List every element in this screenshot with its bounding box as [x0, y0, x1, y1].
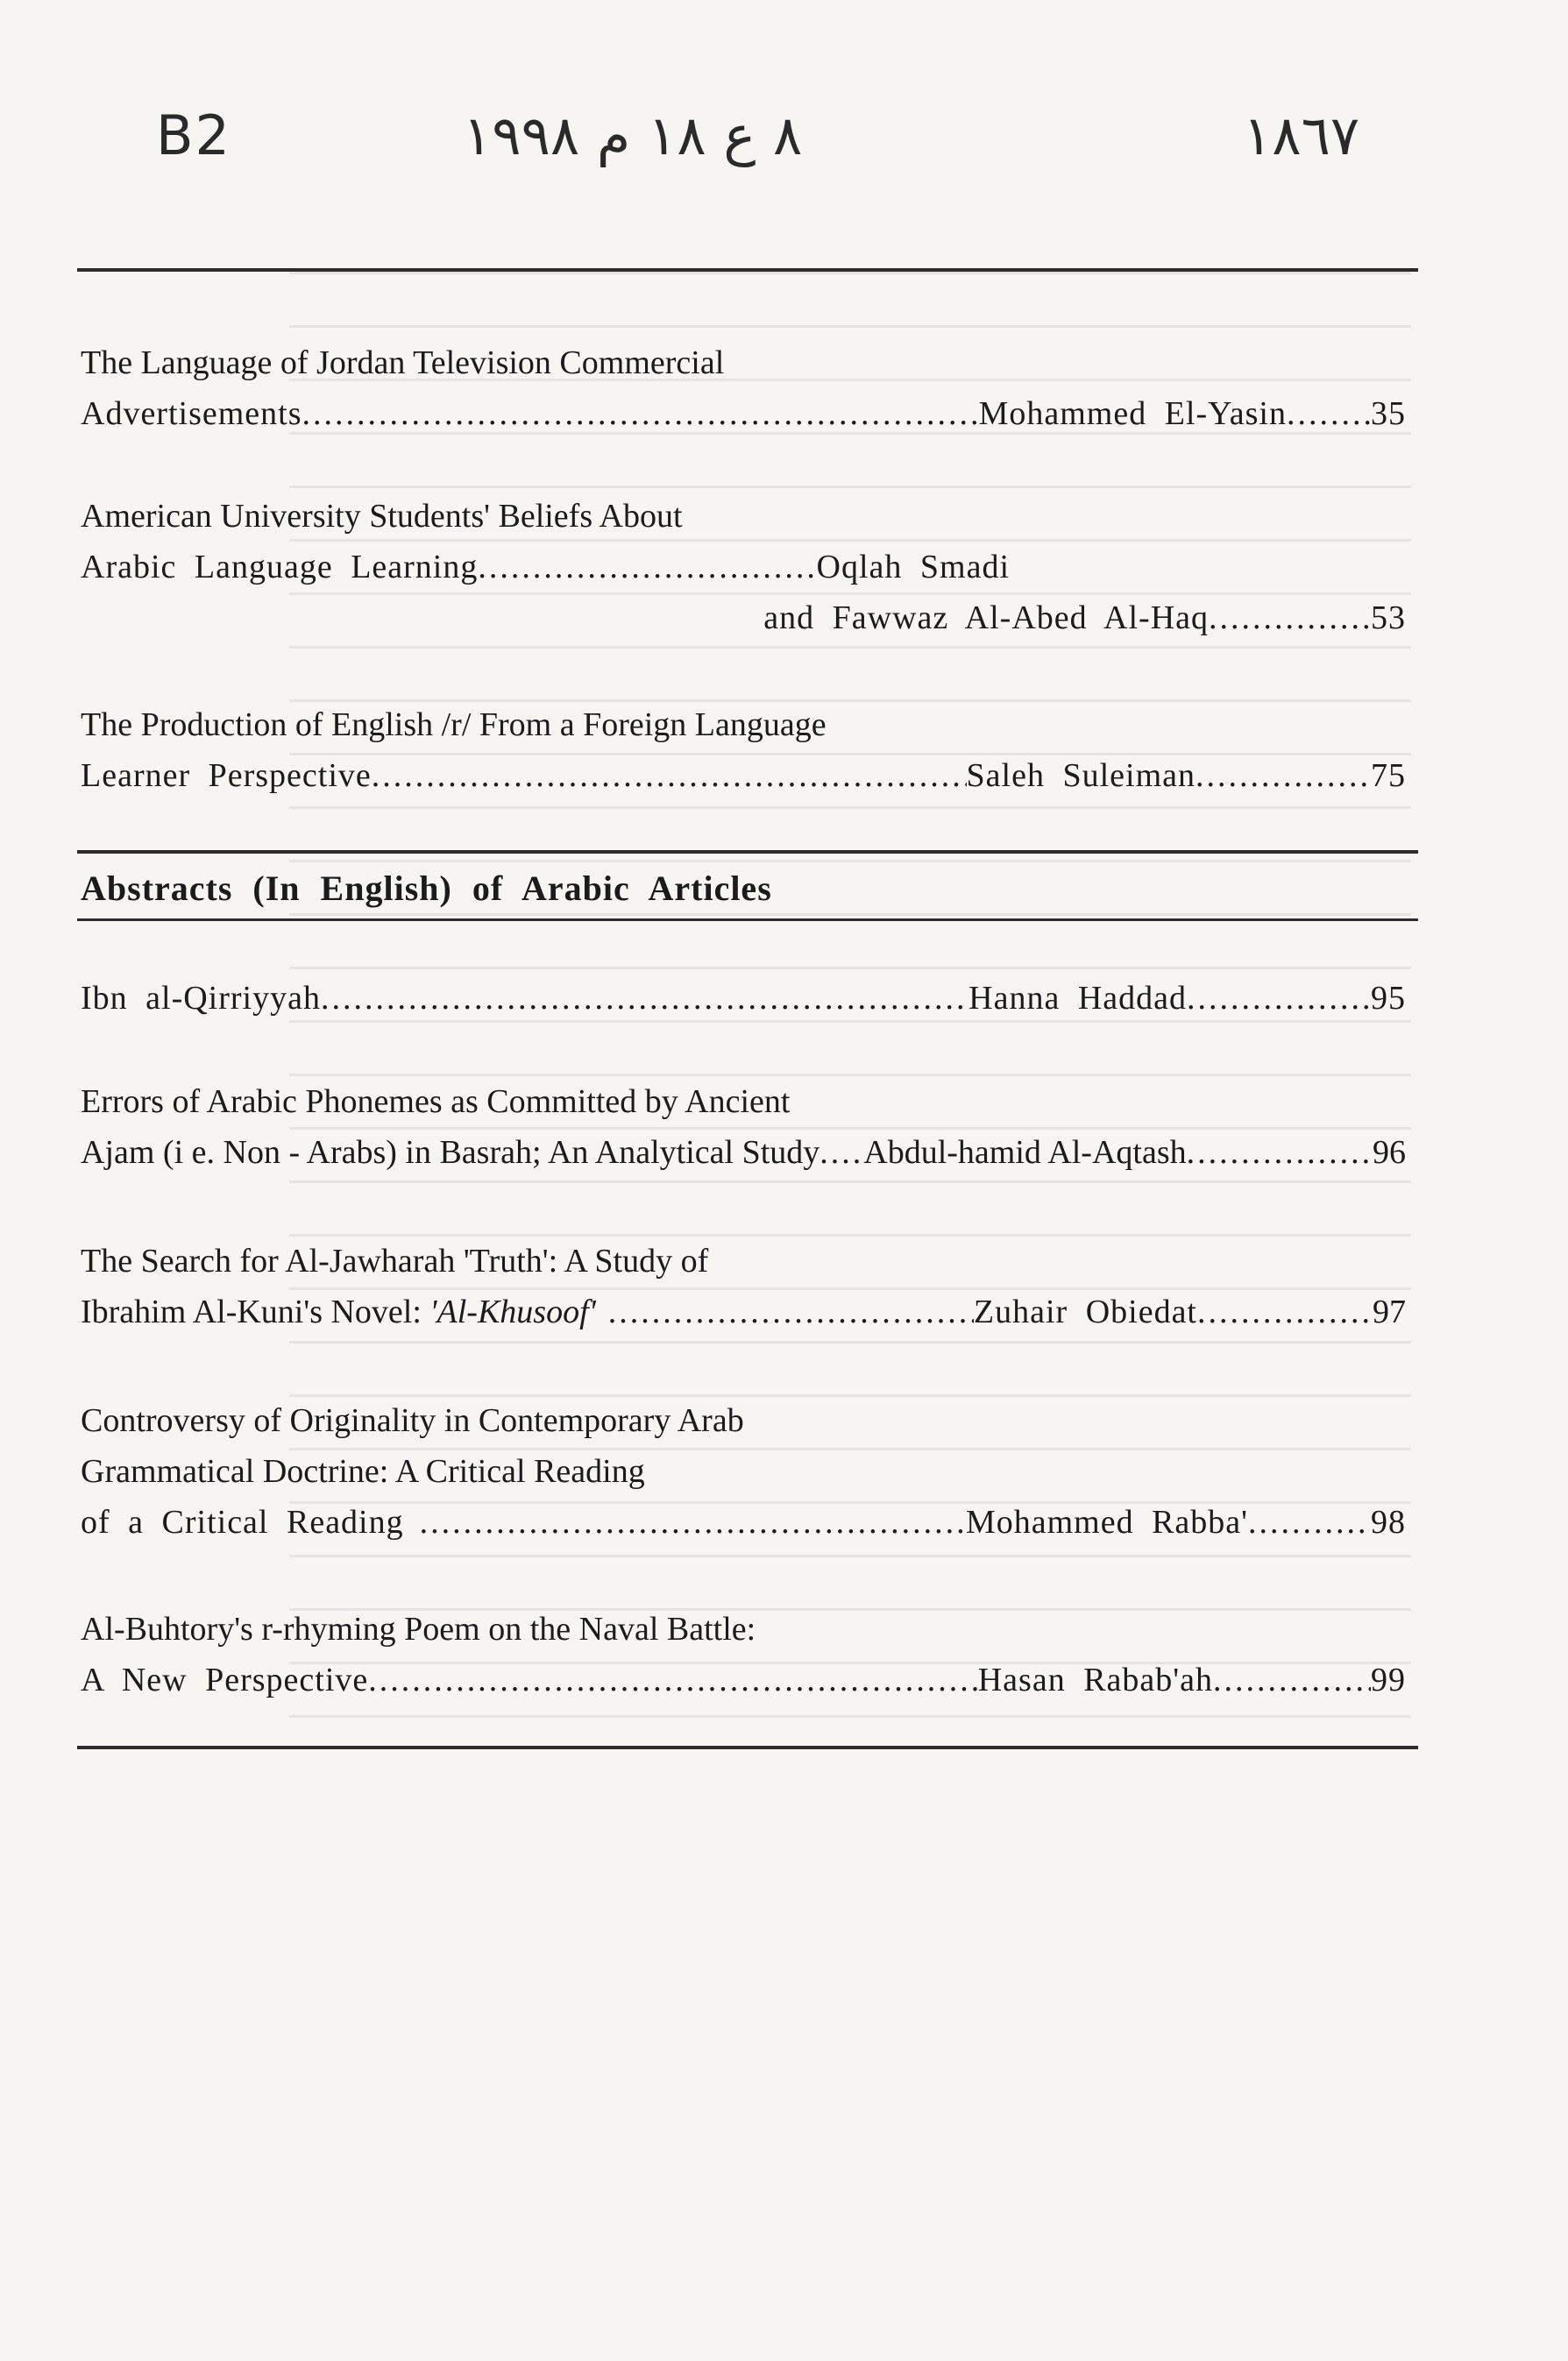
entry-author: Oqlah Smadi [816, 549, 1010, 585]
entry-author: Hanna Haddad [968, 980, 1187, 1017]
dot-leader [608, 1287, 974, 1337]
dot-leader [1248, 1497, 1371, 1548]
section-rule-bottom [77, 918, 1418, 921]
dot-leader [1209, 592, 1371, 643]
dot-leader [1187, 973, 1371, 1024]
dot-leader [1213, 1655, 1371, 1705]
toc-entry [81, 337, 1406, 439]
entry-title-end: Advertisements [81, 395, 302, 432]
dot-leader [478, 542, 816, 592]
dot-leader [1187, 1127, 1373, 1178]
dot-leader [368, 1655, 977, 1705]
toc-entry [81, 973, 1406, 1024]
dot-leader [1197, 1287, 1373, 1337]
entry-title-line: American University Students' Beliefs About [81, 498, 683, 535]
toc-entry [81, 699, 1406, 801]
handwritten-reference: B2 [156, 103, 231, 167]
entry-title-line: Al-Buhtory's r-rhyming Poem on the Naval Battle: [81, 1611, 756, 1648]
entry-author-continued: and Fawwaz Al-Abed Al-Haq [763, 599, 1209, 636]
entry-title-end: Arabic Language Learning [81, 549, 479, 585]
entry-author: Hasan Rabab'ah [977, 1662, 1213, 1698]
entry-author: Mohammed Rabba' [965, 1504, 1248, 1541]
entry-page: 99 [1371, 1662, 1406, 1698]
section-rule-top [77, 850, 1418, 854]
dot-leader [1287, 388, 1371, 439]
bottom-rule [77, 1746, 1418, 1749]
entry-last-line [81, 388, 1406, 439]
toc-entry [81, 1395, 1406, 1548]
section-heading: Abstracts (In English) of Arabic Articles [81, 869, 772, 908]
entry-last-line [81, 1127, 1406, 1178]
entry-page: 96 [1373, 1134, 1406, 1171]
entry-title-line: Errors of Arabic Phonemes as Committed by Ancient [81, 1083, 791, 1120]
dot-leader [372, 750, 967, 801]
entry-title-end: Ajam (i e. Non - Arabs) in Basrah; An Analytical Study [81, 1134, 820, 1171]
entry-page: 98 [1371, 1504, 1406, 1541]
entry-title-line: Controversy of Originality in Contemporary Arab [81, 1402, 744, 1439]
entry-last-line [81, 542, 1010, 592]
entry-title-line: The Language of Jordan Television Commercial [81, 344, 725, 381]
handwritten-date-note: ٨ ع ١٨ م ١٩٩٨ [463, 103, 803, 167]
entry-title-end: Ibn al-Qirriyyah [81, 980, 321, 1017]
entry-title-end [81, 1287, 596, 1337]
entry-author-continued-line [81, 592, 1406, 643]
dot-leader [1196, 750, 1371, 801]
dot-leader [302, 388, 979, 439]
dot-leader [321, 973, 968, 1024]
entry-page: 95 [1371, 980, 1406, 1017]
entry-title-line: Grammatical Doctrine: A Critical Reading [81, 1453, 645, 1490]
toc-entry [81, 1604, 1406, 1705]
handwritten-number: ١٨٦٧ [1243, 103, 1360, 167]
entry-author: Saleh Suleiman [966, 757, 1196, 794]
entry-title-line: The Production of English /r/ From a Foreign Language [81, 706, 827, 743]
toc-entry [81, 1076, 1406, 1178]
entry-author: Mohammed El-Yasin [978, 395, 1287, 432]
top-rule [77, 268, 1418, 272]
toc-entry [81, 491, 1406, 643]
entry-page: 75 [1371, 757, 1406, 794]
entry-title-prefix: Ibrahim Al-Kuni's Novel: [81, 1294, 430, 1330]
toc-entry [81, 1236, 1406, 1337]
novel-title: 'Al-Khusoof' [429, 1294, 596, 1330]
entry-last-line [81, 1287, 1406, 1337]
dot-leader [420, 1497, 966, 1548]
entry-last-line [81, 1497, 1406, 1548]
entry-title-end: Learner Perspective [81, 757, 372, 794]
entry-last-line [81, 1655, 1406, 1705]
entry-title-end: A New Perspective [81, 1662, 369, 1698]
entry-title-line: The Search for Al-Jawharah 'Truth': A Study of [81, 1243, 709, 1280]
entry-author: Abdul-hamid Al-Aqtash [863, 1134, 1187, 1171]
entry-author: Zuhair Obiedat [973, 1294, 1197, 1330]
entry-page: 35 [1371, 395, 1406, 432]
entry-last-line [81, 973, 1406, 1024]
entry-title-end: of a Critical Reading [81, 1504, 404, 1541]
dot-leader [819, 1127, 863, 1178]
entry-last-line [81, 750, 1406, 801]
entry-page: 97 [1373, 1294, 1406, 1330]
entry-page: 53 [1371, 599, 1406, 636]
